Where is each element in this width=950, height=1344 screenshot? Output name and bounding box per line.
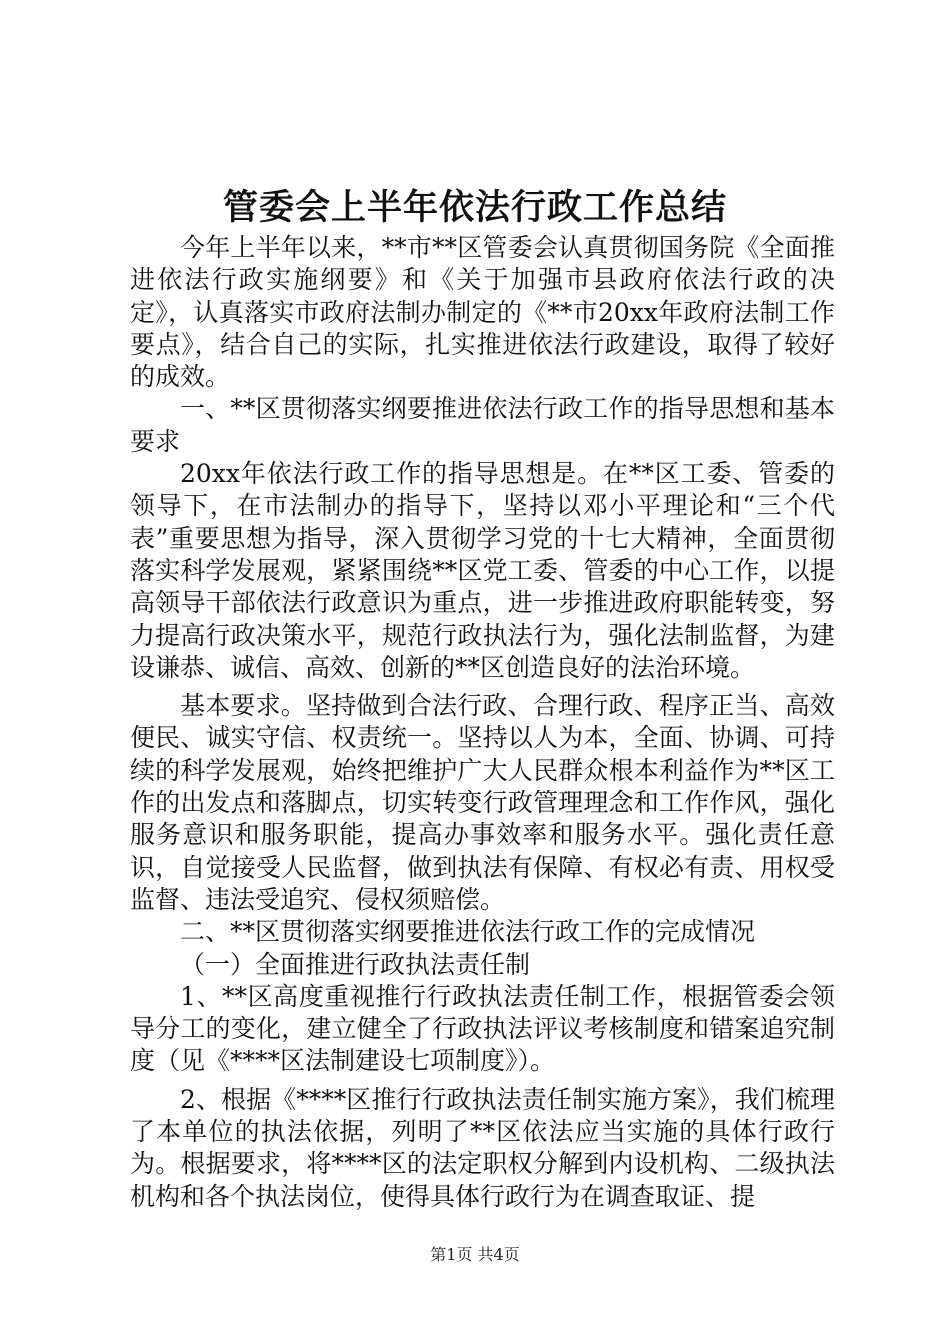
paragraph-basic-requirements: 基本要求。坚持做到合法行政、合理行政、程序正当、高效便民、诚实守信、权责统一。坚持以人为本，全面、协调、可持续的科学发展观，始终把维护广大人民群众根本利益作为**区工作的出发点和落脚点，切实转变行政管理理念和工作作风，强化服务意识和服务职能，提高办事效率和服务水平。强化责任意识，自觉接受人民监督，做到执法有保障、有权必有责、用权受监督、违法受追究、侵权须赔偿。 (130, 691, 835, 914)
paragraph-item-2: 2、根据《****区推行行政执法责任制实施方案》，我们梳理了本单位的执法依据，列明了**区依法应当实施的具体行政行为。根据要求，将****区的法定职权分解到内设机构、二级执法机构和各个执法岗位，使得具体行政行为在调查取证、提 (130, 1084, 835, 1211)
section-heading-2: 二、**区贯彻落实纲要推进依法行政工作的完成情况 (180, 917, 756, 947)
page-number-footer: 第1页 共4页 (430, 1245, 520, 1264)
document-title: 管委会上半年依法行政工作总结 (222, 187, 727, 228)
document-body (130, 232, 835, 1213)
subsection-heading-1: （一）全面推进行政执法责任制 (180, 949, 531, 979)
paragraph-guiding-thought: 20xx年依法行政工作的指导思想是。在**区工委、管委的领导下，在市法制办的指导下，坚持以邓小平理论和“三个代表”重要思想为指导，深入贯彻学习党的十七大精神，全面贯彻落实科学发展观，紧紧围绕**区党工委、管委的中心工作，以提高领导干部依法行政意识为重点，进一步推进政府职能转变，努力提高行政决策水平，规范行政执法行为，强化法制监督，为建设谦恭、诚信、高效、创新的**区创造良好的法治环境。 (130, 459, 835, 682)
paragraph-intro: 今年上半年以来，**市**区管委会认真贯彻国务院《全面推进依法行政实施纲要》和《关于加强市县政府依法行政的决定》，认真落实市政府法制办制定的《**市20xx年政府法制工作要点》，结合自己的实际，扎实推进依法行政建设，取得了较好的成效。 (130, 233, 835, 392)
paragraph-item-1: 1、**区高度重视推行行政执法责任制工作，根据管委会领导分工的变化，建立健全了行政执法评议考核制度和错案追究制度（见《****区法制建设七项制度》）。 (130, 981, 835, 1076)
section-heading-1: 一、**区贯彻落实纲要推进依法行政工作的指导思想和基本要求 (130, 394, 835, 456)
